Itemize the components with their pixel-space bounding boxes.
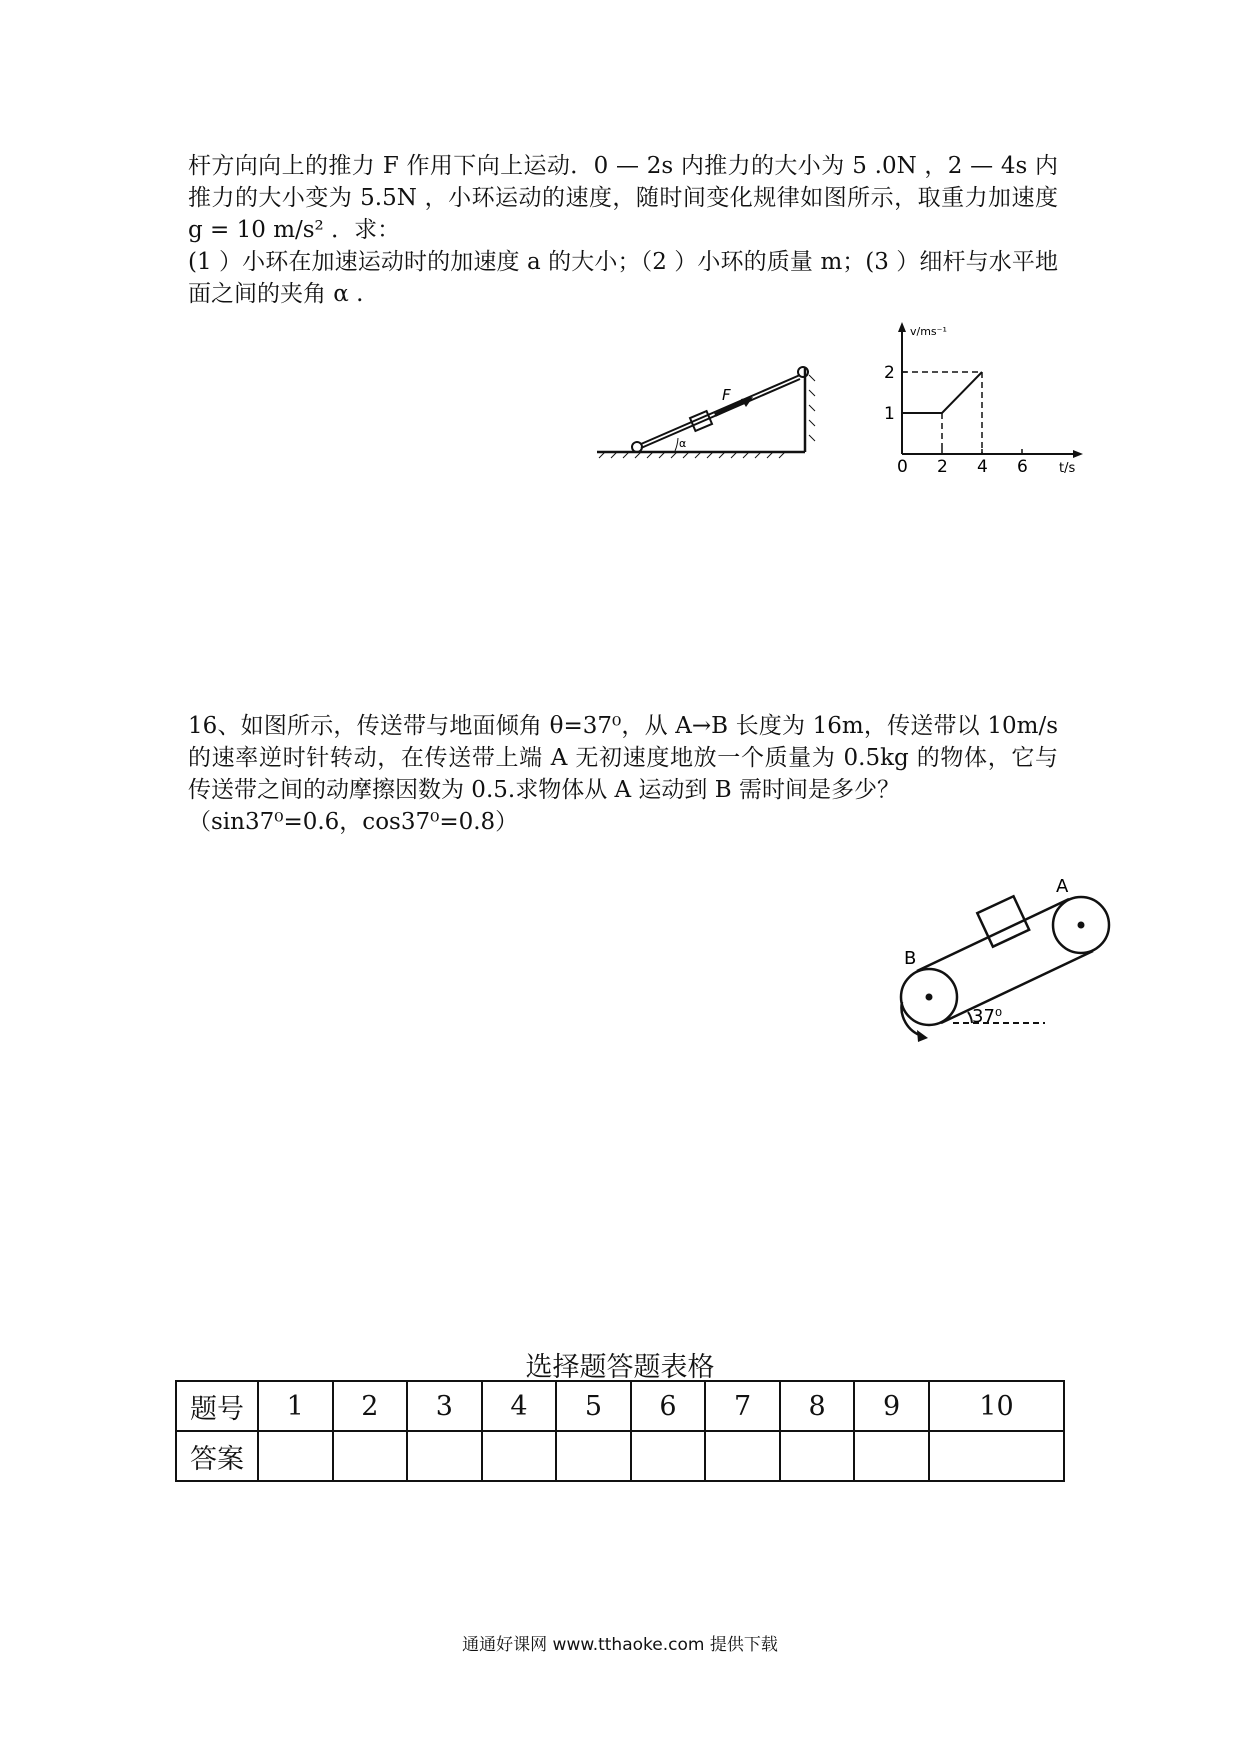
question-number-cell: 1	[258, 1381, 333, 1431]
x-tick-label: 2	[937, 457, 948, 477]
q15-line-1: 杆方向向上的推力 F 作用下向上运动．0 — 2s 内推力的大小为 5 .0N ，2 — 4s 内推力的大小变为 5.5N ，小环运动的速度，随时间变化规律如图所示，取重力加速度 g = 10 m/s² ．求：	[188, 153, 1058, 243]
answer-cell[interactable]	[631, 1431, 706, 1481]
y-axis-label: v/ms⁻¹	[910, 325, 947, 338]
y-tick-label: 2	[884, 363, 895, 383]
question-number-cell: 9	[854, 1381, 929, 1431]
answer-cell[interactable]	[333, 1431, 408, 1481]
row-label-answer: 答案	[176, 1431, 258, 1481]
q16-line-2: （sin37⁰=0.6，cos37⁰=0.8）	[188, 809, 519, 835]
question-number-cell: 4	[482, 1381, 557, 1431]
question-number-cell: 6	[631, 1381, 706, 1431]
question-number-cell: 2	[333, 1381, 408, 1431]
label-b: B	[904, 948, 917, 969]
q16-line-1: 16、如图所示，传送带与地面倾角 θ=37⁰，从 A→B 长度为 16m，传送带以 10m/s 的速率逆时针转动，在传送带上端 A 无初速度地放一个质量为 0.5kg 的物体，它与传送带之间的动摩擦因数为 0.5.求物体从 A 运动到 B 需时间是多少？	[188, 713, 1058, 803]
incline-rod-figure	[595, 355, 825, 465]
question-number-cell: 7	[705, 1381, 780, 1431]
number-row	[176, 1381, 1064, 1431]
answer-cell[interactable]	[482, 1431, 557, 1481]
angle-label: α	[679, 437, 687, 450]
answer-cell[interactable]	[407, 1431, 482, 1481]
x-tick-label: 6	[1017, 457, 1028, 477]
question-16-text	[188, 710, 1058, 838]
label-a: A	[1056, 876, 1069, 897]
question-number-cell: 3	[407, 1381, 482, 1431]
answer-cell[interactable]	[854, 1431, 929, 1481]
answer-row	[176, 1431, 1064, 1481]
x-tick-label: 4	[977, 457, 988, 477]
question-number-cell: 10	[929, 1381, 1064, 1431]
answer-cell[interactable]	[929, 1431, 1064, 1481]
velocity-line	[902, 372, 982, 413]
question-number-cell: 8	[780, 1381, 855, 1431]
answer-cell[interactable]	[780, 1431, 855, 1481]
answer-table-title: 选择题答题表格	[525, 1352, 715, 1383]
footer-text: 通通好课网 www.tthaoke.com 提供下载	[462, 1635, 778, 1655]
y-tick-label: 1	[884, 404, 895, 424]
angle-37-label: 37⁰	[972, 1006, 1003, 1027]
question-number-cell: 5	[556, 1381, 631, 1431]
x-tick-label: 0	[897, 457, 908, 477]
force-label: F	[722, 386, 731, 404]
answer-cell[interactable]	[556, 1431, 631, 1481]
q15-line-2: (1 ）小环在加速运动时的加速度 a 的大小；（2 ）小环的质量 m；(3 ）细杆与水平地面之间的夹角 α .	[188, 249, 1058, 307]
conveyor-belt-figure	[880, 870, 1120, 1050]
answer-cell[interactable]	[705, 1431, 780, 1481]
row-label-number: 题号	[176, 1381, 258, 1431]
x-axis-label: t/s	[1059, 461, 1076, 476]
velocity-time-graph	[862, 318, 1092, 478]
answer-cell[interactable]	[258, 1431, 333, 1481]
question-15-text	[188, 150, 1058, 310]
answer-table	[175, 1380, 1065, 1482]
